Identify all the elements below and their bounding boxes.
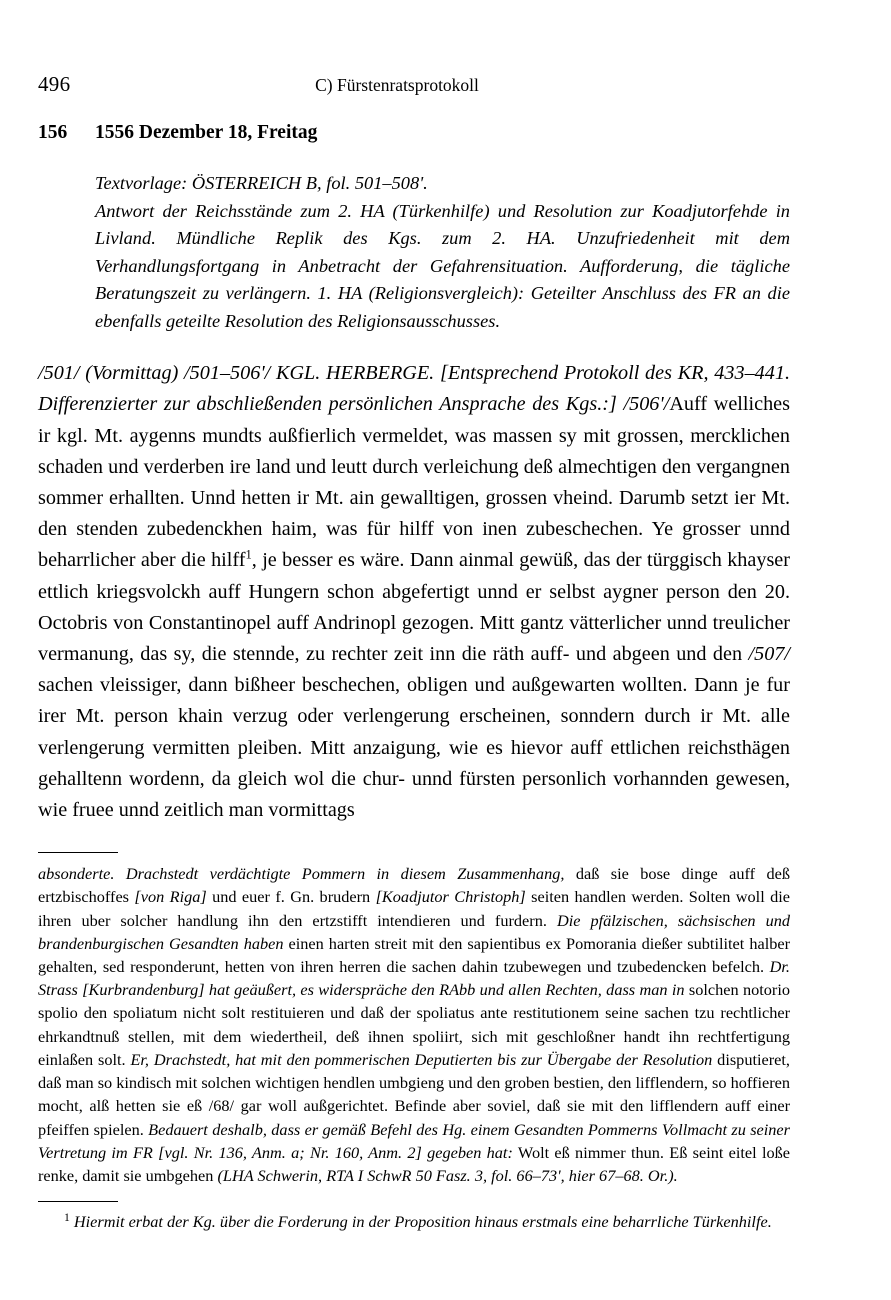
apparatus-segment-6: Die pfälzischen, sächsischen und brandenburgischen Gesandten haben bbox=[38, 910, 791, 953]
apparatus-segment-7: einen harten streit mit den sapientibus ex Pomorania dießer subtilitet halber gehalten, sed responderunt, hetten von ihren herren die sachen dahin tzubewegen und tzubedencken befelch. bbox=[38, 933, 791, 977]
critical-apparatus bbox=[38, 862, 790, 1187]
footnote-reference-1[interactable]: 1 bbox=[245, 547, 252, 562]
apparatus-segment-5: seiten handlen werden. Solten woll die ihren uber solcher handlung ihn den ertzstifft intendieren und furdern. bbox=[38, 887, 791, 930]
footnote-text: Hiermit erbat der Kg. über die Forderung in der Proposition hinaus erstmals eine beharrliche Türkenhilfe. bbox=[73, 1212, 772, 1232]
footnote-list bbox=[38, 1210, 790, 1233]
running-head-title: C) Fürstenratsprotokoll bbox=[315, 75, 479, 95]
footnote-rule bbox=[38, 1201, 118, 1202]
folio-marker-507: /507/ bbox=[748, 642, 790, 665]
body-paragraph-part-1: Auff welliches ir kgl. Mt. aygenns mundts außfierlich vermeldet, was massen sy mit grossen, mercklichen schaden und verderben ire land und leutt durch verleichung deß almechtigen den vergangnen sommer erhallten. Unnd hetten ir Mt. ain gewalltigen, grossen vheind. Darumb setzt ier Mt. den stenden zubedenckhen haim, was für hilff von inen zubeschechen. Ye grosser unnd beharrlicher aber die hilff bbox=[38, 393, 790, 572]
apparatus-segment-11: disputieret, daß man so kindisch mit solchen wichtigen hendlen umbgieng und den groben bestien, den lifflendern, so hoffieren mocht, alß hetten sie eß /68/ gar woll außgerichtet. Befinde aber soviel, daß sie mit den lifflendern auff einer pfeiffen spielen. bbox=[38, 1049, 790, 1139]
apparatus-segment-13: Wolt eß nimmer thun. Eß seint eitel loße renke, damit sie umbgehen bbox=[38, 1142, 790, 1185]
apparatus-segment-14: (LHA Schwerin, RTA I SchwR 50 Fasz. 3, fol. 66–73', hier 67–68. Or.). bbox=[217, 1165, 678, 1185]
page-number: 496 bbox=[38, 72, 71, 96]
apparatus-segment-10: Er, Drachstedt, hat mit den pommerischen Deputierten bis zur Übergabe der Resolution bbox=[130, 1049, 713, 1069]
body-paragraph-part-2: , je besser es wäre. Dann ainmal gewüß, das der türggisch khayser ettlich kriegsvolckh auff Hungern schon abgefertigt unnd er selbst aygner person den 20. Octobris von Constantinopel auff Andrinopl gezogen. Mitt gantz vätterlicher unnd treulicher vermanung, das sy, die stennde, zu rechter zeit inn die räth auff- und abgeen und den bbox=[38, 549, 790, 665]
regest-source: Textvorlage: ÖSTERREICH B, fol. 501–508'. bbox=[95, 173, 428, 193]
apparatus-segment-8: Dr. Strass [Kurbrandenburg] hat geäußert, es widerspräche den RAbb und allen Rechten, dass man in bbox=[38, 957, 790, 1000]
document-page bbox=[38, 0, 790, 1234]
apparatus-segment-4: [Koadjutor Christoph] bbox=[375, 887, 526, 907]
apparatus-segment-2: [von Riga] bbox=[134, 887, 207, 907]
document-date: 1556 Dezember 18, Freitag bbox=[95, 122, 318, 143]
footnote-item bbox=[38, 1210, 790, 1233]
apparatus-segment-9: solchen notorio spolio den spoliatum nicht solt restituieren und daß der spoliatus ante restitutionem seine sachen tzu rechtlicher ehrkandtnuß stellen, mit dem wiedertheil, deß ihnen spoliirt, sich mit geschloßner handt ihn rechtfertigung einlaßen solt. bbox=[38, 980, 790, 1069]
document-heading bbox=[38, 122, 790, 144]
regest-summary: Antwort der Reichsstände zum 2. HA (Türkenhilfe) und Resolution zur Koadjutorfehde in Livland. Mündliche Replik des Kgs. zum 2. HA. Unzufriedenheit mit dem Verhandlungsfortgang in Anbetracht der Gefahrensituation. Aufforderung, die tägliche Beratungszeit zu verlängern. 1. HA (Religionsvergleich): Geteilter Anschluss des FR an die ebenfalls geteilte Resolution des Religionsausschusses. bbox=[95, 200, 790, 331]
folio-lead-marker: /501/ (Vormittag) /501–506'/ KGL. HERBERGE. [Entsprechend Protokoll des KR, 433–441. Differenzierter zur abschließenden persönlichen Ansprache des Kgs.:] /506'/ bbox=[38, 362, 790, 416]
body-text bbox=[38, 358, 790, 826]
document-number: 156 bbox=[38, 122, 68, 143]
apparatus-segment-3: und euer f. Gn. brudern bbox=[206, 887, 376, 907]
regest-block bbox=[95, 170, 790, 335]
apparatus-segment-12: Bedauert deshalb, dass er gemäß Befehl des Hg. einem Gesandten Pommerns Vollmacht zu seiner Vertretung im FR [vgl. Nr. 136, Anm. a; Nr. 160, Anm. 2] gegeben hat: bbox=[38, 1119, 790, 1162]
apparatus-segment-1: daß sie bose dinge auff deß ertzbischoffes bbox=[38, 864, 790, 907]
footnote-number: 1 bbox=[64, 1210, 70, 1224]
apparatus-rule bbox=[38, 852, 118, 853]
running-head bbox=[38, 72, 790, 106]
apparatus-segment-0: absonderte. Drachstedt verdächtigte Pommern in diesem Zusammenhang, bbox=[38, 864, 565, 884]
body-paragraph-part-3: sachen vleissiger, dann bißheer beschechen, obligen und außgewarten wollten. Dann je fur irer Mt. person khain verzug oder verlengerung erscheinen, sonndern durch ir Mt. alle verlengerung vermitten pleiben. Mitt anzaigung, wie es hievor auff ettlichen reichsthägen gehalltenn wordenn, da gleich wol die chur- unnd fürsten personlich vorhannden gewesen, wie fruee unnd zeitlich man vormittags bbox=[38, 674, 790, 821]
